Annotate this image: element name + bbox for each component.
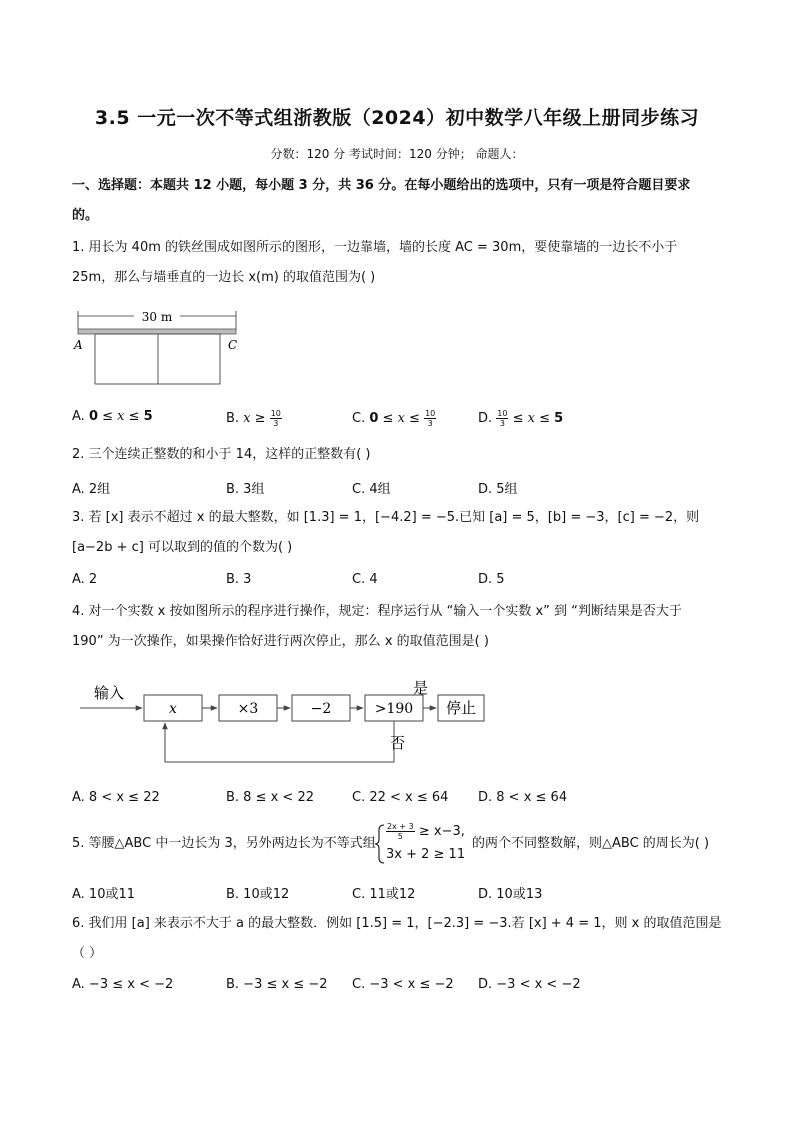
question-5-options: [72, 883, 722, 905]
q3-option-c[interactable]: C. 4: [352, 572, 378, 587]
svg-text:−2: −2: [310, 701, 332, 717]
length-label: 30 m: [141, 310, 173, 324]
q2-option-c[interactable]: C. 4组: [352, 482, 391, 497]
q6-option-c[interactable]: C. −3 < x ≤ −2: [352, 977, 454, 992]
q4-option-d[interactable]: D. 8 < x ≤ 64: [478, 790, 568, 805]
question-3: [72, 503, 722, 563]
q5-option-a[interactable]: A. 10或11: [72, 887, 136, 902]
flow-input-label: 输入: [94, 684, 125, 702]
question-2: [72, 440, 722, 470]
q1-option-d[interactable]: D. $\frac{10}{3}$ ≤ x ≤ 5: [478, 409, 564, 428]
point-a-label: A: [74, 338, 83, 352]
question-5: [72, 822, 722, 866]
exam-meta: 分数：120 分 考试时间：120 分钟； 命题人：: [270, 147, 524, 161]
flow-yes-label: 是: [413, 679, 429, 697]
flow-no-label: 否: [390, 734, 406, 752]
q1-option-b[interactable]: B. x ≥ $\frac{10}{3}$: [226, 409, 281, 428]
svg-text:>190: >190: [374, 701, 414, 717]
question-4-line-1: 4. 对一个实数 x 按如图所示的程序进行操作，规定：程序运行从 “输入一个实数 x” 到 “判断结果是否大于: [72, 604, 682, 619]
q1-option-a[interactable]: A. 0 ≤ x ≤ 5: [72, 409, 153, 424]
wall-fence-figure: [72, 303, 242, 387]
q3-option-a[interactable]: A. 2: [72, 572, 98, 587]
page-title: 3.5 一元一次不等式组浙教版（2024）初中数学八年级上册同步练习: [94, 107, 700, 129]
q2-option-d[interactable]: D. 5组: [478, 482, 518, 497]
q4-option-b[interactable]: B. 8 ≤ x < 22: [226, 790, 315, 805]
question-3-line-1: 3. 若 [x] 表示不超过 x 的最大整数，如 [1.3] = 1，[−4.2] = −5.已知 [a] = 5，[b] = −3，[c] = −2，则: [72, 510, 700, 525]
question-1-line-2: 25m，那么与墙垂直的一边长 x(m) 的取值范围为( ): [72, 270, 376, 285]
question-6-line-2: （ ）: [72, 946, 103, 961]
q2-option-a[interactable]: A. 2组: [72, 482, 111, 497]
section-line-2: 的。: [72, 208, 99, 223]
q6-option-b[interactable]: B. −3 ≤ x ≤ −2: [226, 977, 328, 992]
q5-option-c[interactable]: C. 11或12: [352, 887, 416, 902]
svg-text:x: x: [169, 701, 177, 717]
svg-text:停止: 停止: [445, 699, 477, 717]
question-6: [72, 909, 722, 969]
system-inequality-1: $\frac{2x + 3}{5}$ ≥ x−3,: [387, 822, 465, 841]
wall-bar: [78, 329, 236, 334]
q2-option-b[interactable]: B. 3组: [226, 482, 265, 497]
question-4: [72, 597, 722, 657]
svg-text:×3: ×3: [237, 701, 259, 717]
q5-option-b[interactable]: B. 10或12: [226, 887, 290, 902]
q4-option-c[interactable]: C. 22 < x ≤ 64: [352, 790, 449, 805]
question-3-options: [72, 572, 722, 594]
question-1-line-1: 1. 用长为 40m 的铁丝围成如图所示的图形，一边靠墙，墙的长度 AC = 30m，要使靠墙的一边长不小于: [72, 240, 678, 255]
question-6-line-1: 6. 我们用 [a] 来表示不大于 a 的最大整数．例如 [1.5] = 1，[−2.3] = −3.若 [x] + 4 = 1，则 x 的取值范围是: [72, 916, 722, 931]
flow-loop-arrow: [165, 721, 394, 762]
question-2-options: [72, 478, 722, 500]
question-6-options: [72, 977, 722, 999]
fence-rectangle: [95, 334, 220, 384]
question-3-line-2: [a−2b + c] 可以取到的值的个数为( ): [72, 540, 293, 555]
q1-option-c[interactable]: C. 0 ≤ x ≤ $\frac{10}{3}$: [352, 409, 436, 428]
program-flowchart: [78, 676, 498, 768]
q4-option-a[interactable]: A. 8 < x ≤ 22: [72, 790, 160, 805]
question-2-line-1: 2. 三个连续正整数的和小于 14，这样的正整数有( ): [72, 447, 371, 462]
question-5-prefix: 5. 等腰△ABC 中一边长为 3，另外两边长为不等式组: [72, 836, 376, 851]
q3-option-b[interactable]: B. 3: [226, 572, 252, 587]
section-heading: [72, 171, 722, 231]
section-line-1: 一、选择题：本题共 12 小题，每小题 3 分，共 36 分。在每小题给出的选项中，只有一项是符合题目要求: [72, 178, 691, 193]
question-1: [72, 233, 722, 293]
q3-option-d[interactable]: D. 5: [478, 572, 505, 587]
q6-option-d[interactable]: D. −3 < x < −2: [478, 977, 581, 992]
q6-option-a[interactable]: A. −3 ≤ x < −2: [72, 977, 174, 992]
question-4-options: [72, 790, 722, 812]
system-inequality-2: 3x + 2 ≥ 11: [386, 847, 466, 862]
q5-option-d[interactable]: D. 10或13: [478, 887, 543, 902]
question-5-suffix: 的两个不同整数解，则△ABC 的周长为( ): [472, 836, 710, 851]
question-1-options: [72, 409, 722, 431]
question-4-line-2: 190” 为一次操作，如果操作恰好进行两次停止，那么 x 的取值范围是( ): [72, 634, 489, 649]
point-c-label: C: [228, 338, 238, 352]
system-brace: [374, 824, 386, 864]
